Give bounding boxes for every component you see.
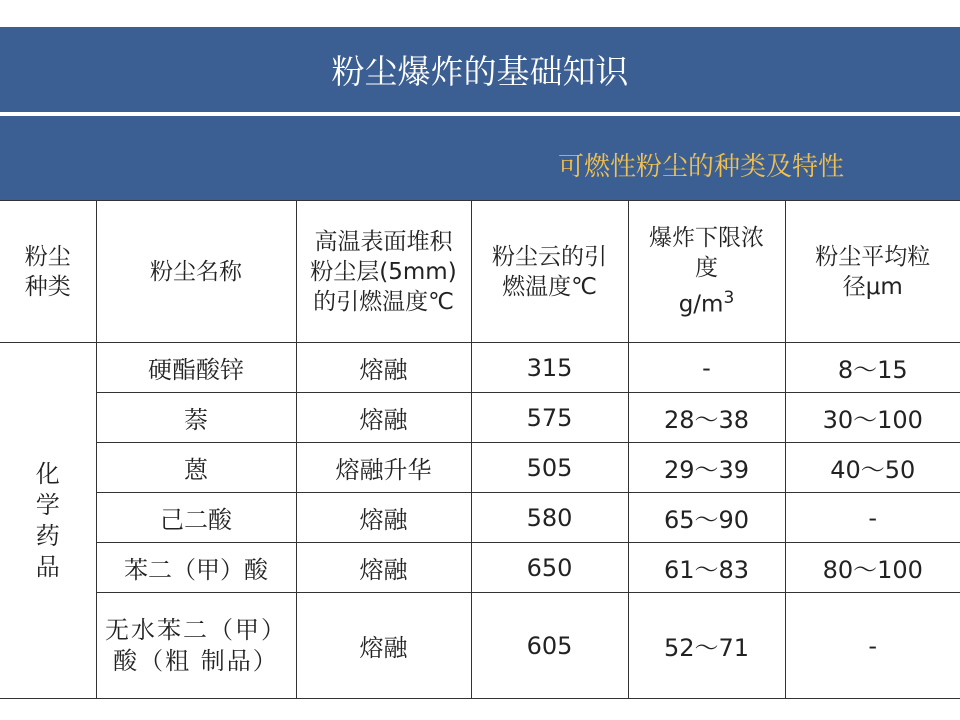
cloud-temp: 575 <box>471 393 628 443</box>
cloud-temp: 315 <box>471 343 628 393</box>
header-category: 粉尘种类 <box>0 201 96 343</box>
dust-name: 无水苯二（甲）酸（粗 制品） <box>96 593 296 699</box>
header-lower-limit: 爆炸下限浓度 $g/m^3$ <box>628 201 785 343</box>
dust-name: 己二酸 <box>96 493 296 543</box>
surface-temp: 熔融 <box>296 543 471 593</box>
header-particle: 粉尘平均粒径μm <box>785 201 960 343</box>
dust-name: 萘 <box>96 393 296 443</box>
particle-size: - <box>785 593 960 699</box>
particle-size: 40～50 <box>785 443 960 493</box>
slide-title: 粉尘爆炸的基础知识 <box>331 52 629 91</box>
header-row <box>0 201 960 343</box>
subtitle-banner <box>0 116 960 200</box>
cloud-temp: 650 <box>471 543 628 593</box>
lower-limit: 28～38 <box>628 393 785 443</box>
table-row <box>0 493 960 543</box>
surface-temp: 熔融 <box>296 393 471 443</box>
particle-size: 80～100 <box>785 543 960 593</box>
surface-temp: 熔融 <box>296 493 471 543</box>
table-row <box>0 543 960 593</box>
title-banner <box>0 27 960 112</box>
particle-size: 30～100 <box>785 393 960 443</box>
surface-temp: 熔融 <box>296 343 471 393</box>
header-surface-temp: 高温表面堆积粉尘层(5mm)的引燃温度℃ <box>296 201 471 343</box>
lower-limit: 65～90 <box>628 493 785 543</box>
cloud-temp: 505 <box>471 443 628 493</box>
surface-temp: 熔融 <box>296 593 471 699</box>
lower-limit: 52～71 <box>628 593 785 699</box>
particle-size: - <box>785 493 960 543</box>
category-cell: 化学药品 <box>0 343 96 699</box>
cloud-temp: 580 <box>471 493 628 543</box>
lower-limit-unit: g/m <box>678 291 724 318</box>
particle-size: 8～15 <box>785 343 960 393</box>
header-cloud-temp: 粉尘云的引燃温度℃ <box>471 201 628 343</box>
table-row <box>0 593 960 699</box>
slide-subtitle: 可燃性粉尘的种类及特性 <box>558 152 845 182</box>
table-row <box>0 443 960 493</box>
lower-limit: - <box>628 343 785 393</box>
lower-limit: 61～83 <box>628 543 785 593</box>
dust-name: 蒽 <box>96 443 296 493</box>
dust-name: 硬酯酸锌 <box>96 343 296 393</box>
lower-limit: 29～39 <box>628 443 785 493</box>
cloud-temp: 605 <box>471 593 628 699</box>
dust-properties-table <box>0 200 960 699</box>
dust-name: 苯二（甲）酸 <box>96 543 296 593</box>
surface-temp: 熔融升华 <box>296 443 471 493</box>
lower-limit-unit-exponent: 3 <box>723 288 735 309</box>
table-row <box>0 343 960 393</box>
header-name: 粉尘名称 <box>96 201 296 343</box>
table-row <box>0 393 960 443</box>
